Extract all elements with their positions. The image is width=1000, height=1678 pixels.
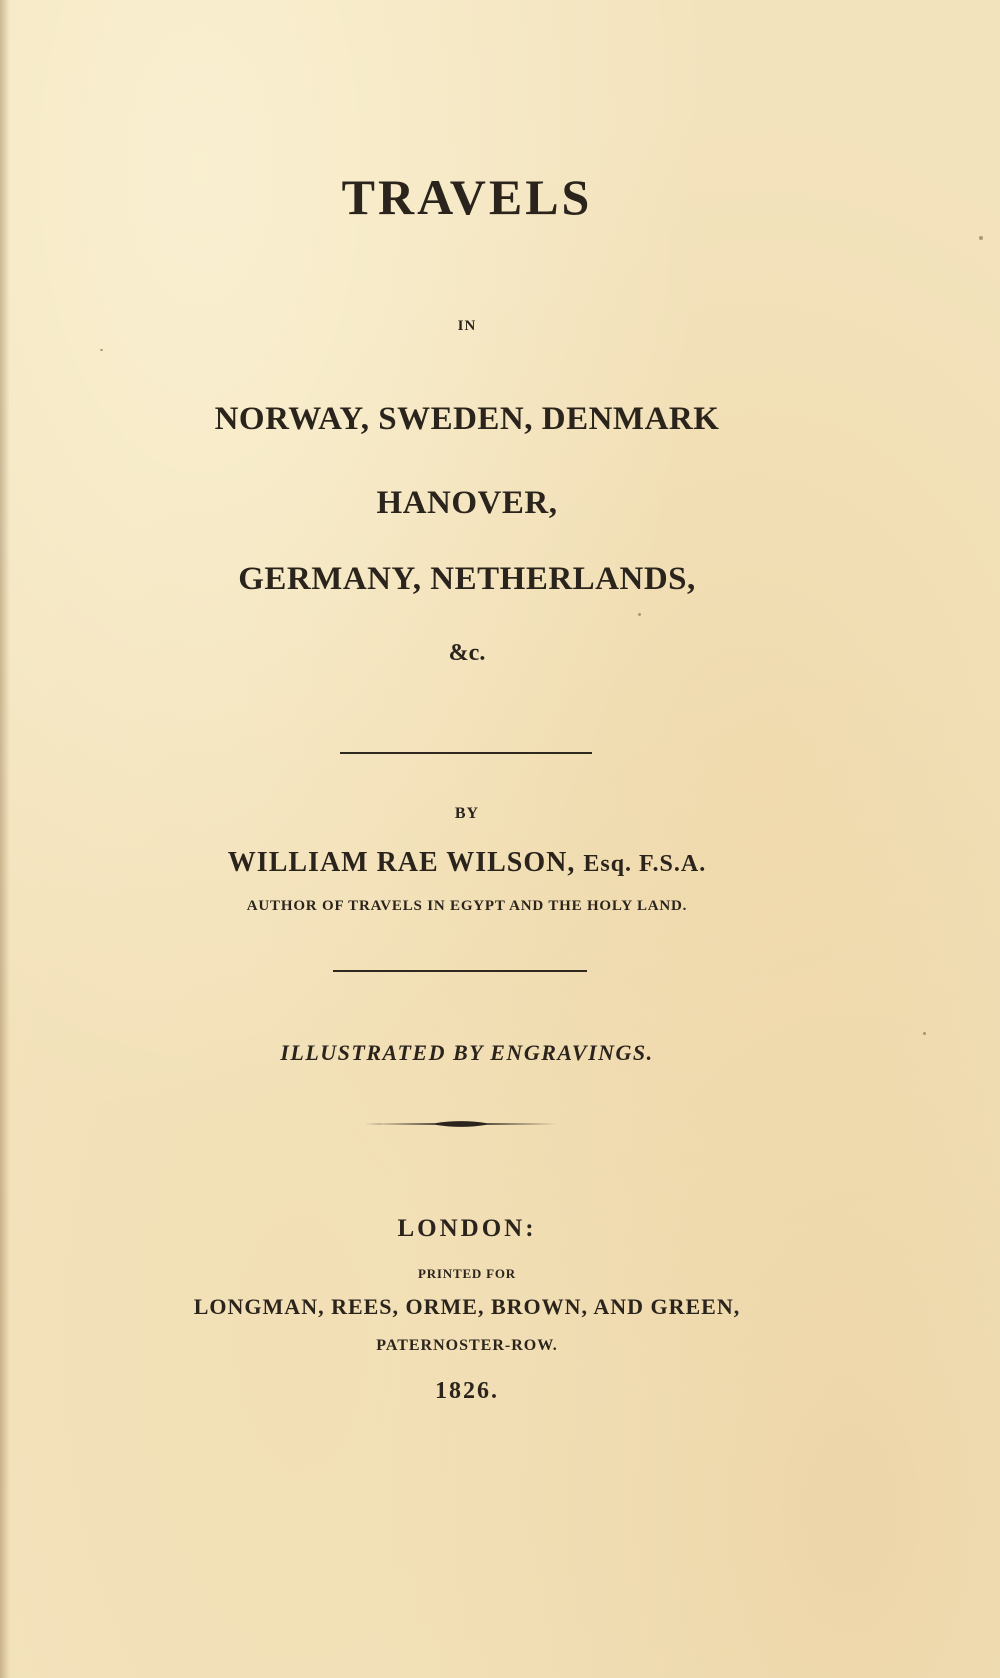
countries-line-1: NORWAY, SWEDEN, DENMARK: [214, 401, 720, 437]
author-name: WILLIAM RAE WILSON,: [227, 847, 576, 878]
paper-speck: [638, 613, 641, 616]
author-line: [0, 847, 934, 879]
publisher-address: PATERNOSTER-ROW.: [376, 1337, 558, 1354]
divider-rule-top: [340, 752, 592, 754]
author-suffix: Esq. F.S.A.: [583, 851, 707, 877]
ornamental-rule: [365, 1118, 557, 1130]
by-line: BY: [454, 805, 480, 822]
paper-speck: [100, 349, 103, 351]
title-preposition: IN: [457, 318, 477, 334]
paper-speck: [979, 236, 983, 240]
paper-speck: [923, 1032, 926, 1035]
illustrated-note: ILLUSTRATED BY ENGRAVINGS.: [280, 1040, 654, 1065]
divider-rule-middle: [333, 970, 587, 972]
printed-for: PRINTED FOR: [418, 1266, 516, 1281]
page-edge-shadow: [0, 0, 10, 1678]
publication-year: 1826.: [435, 1378, 499, 1404]
countries-line-2: HANOVER,: [376, 485, 558, 521]
etcetera: &c.: [448, 640, 486, 666]
imprint-city: LONDON:: [397, 1215, 537, 1242]
author-credit: AUTHOR OF TRAVELS IN EGYPT AND THE HOLY LAND.: [246, 898, 688, 914]
publisher: LONGMAN, REES, ORME, BROWN, AND GREEN,: [193, 1294, 741, 1319]
book-title: TRAVELS: [341, 169, 593, 225]
countries-line-3: GERMANY, NETHERLANDS,: [238, 561, 696, 597]
